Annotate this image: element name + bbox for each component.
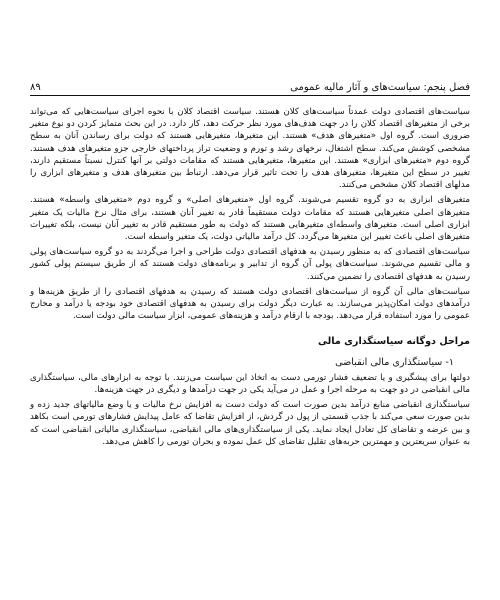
body-paragraph: متغیرهای ابزاری به دو گروه تقسیم می‌شوند. گروه اول «متغیرهای اصلی» و گروه دوم «متغیرهای واسطه» هستند. متغیرهای اصلی متغیرهایی هستند که مقامات دولت مستقیماً قادر به تغییر آنان هستند، برای مثال نرخ مالیات یک متغیر ابزاری اصلی است. متغیرهای واسطه‌ای متغیرهایی هستند که دولت به طور مستقیم قادر به تغییر آنان نیست، بلکه تغییرات متغیرهای اصلی باعث تغییر این متغیرها می‌گردد. کل درآمد مالیاتی دولت، یک متغیر واسطه است. — [30, 195, 470, 243]
running-header — [30, 82, 470, 96]
page-content — [30, 106, 470, 451]
body-paragraph: سیاست‌های اقتصادی دولت عمدتاً سیاست‌های کلان هستند. سیاست اقتصاد کلان با نحوه اجرای سیاست‌هایی که می‌تواند برخی از متغیرهای اقتصاد کلان را در جهت هدف‌های مورد نظر حرکت دهد، کار دارد. در این بحث متمایز کردن دو نوع متغیر ضروری است. گروه اول «متغیرهای هدف» هستند. این متغیرها، متغیرهایی هستند که دولت برای رساندن آنان به سطح مشخصی کوشش می‌کند. سطح اشتغال، نرخهای رشد و تورم و وضعیت تراز پرداختهای خارجی جزو متغیرهای هدف هستند. گروه دوم «متغیرهای ابزاری» هستند. این متغیرها، متغیرهایی هستند که مقامات دولتی بر آنها کنترل نسبتاً مستقیم دارند، تغییر در سطح این متغیرها، متغیرهای هدف را تحت تاثیر قرار می‌دهد. ارتباط بین متغیرهای هدف و متغیرهای ابزاری را مدلهای اقتصاد کلان مشخص می‌کنند. — [30, 107, 470, 191]
section-heading: مراحل دوگانه سیاستگذاری مالی — [317, 336, 470, 348]
subsection-heading: ۱- سیاستگذاری مالی انقباضی — [335, 356, 454, 368]
body-paragraph: سیاست‌های اقتصادی که به منظور رسیدن به هدفهای اقتصادی دولت طراحی و اجرا می‌گردند به دو گروه سیاست‌های پولی و مالی تقسیم می‌شوند. سیاست‌های پولی آن گروه از تدابیر و برنامه‌های دولت هستند که از طریق سیستم پولی کشور رسیدن به هدفهای اقتصادی را تضمین می‌کنند. — [30, 247, 470, 282]
body-paragraph: سیاستگذاری انقباضی منابع درآمد بدین صورت است که دولت دست به افزایش نرخ مالیات و یا وضع مالیاتهای جدید زده و بدین صورت سعی می‌کند با جذب قسمتی از پول در گردش، از افزایش تقاضا که عامل پیدایش فشارهای تورمی است بکاهد و بین عرضه و تقاضای کل تعادل ایجاد نماید. یکی از سیاستگذاری‌های مالی انقباضی، سیاستگذاری مالیاتی انقباضی است که به عنوان سریعترین و مهمترین حربه‌های تقلیل تقاضای کل عمل نموده و بحران تورمی را کاهش می‌دهد. — [30, 400, 470, 447]
body-paragraph: دولتها برای پیشگیری و یا تضعیف فشار تورمی دست به اتخاذ این سیاست می‌زنند. با توجه به ابزارهای مالی، سیاستگذاری مالی انقباضی در دو جهت به مرحله اجرا و عمل در می‌آید یکی در جهت درآمدها و دیگری در جهت هزینه‌ها. — [30, 372, 470, 396]
body-paragraph: سیاست‌های مالی آن گروه از سیاست‌های اقتصادی دولت هستند که رسیدن به هدفهای اقتصادی را از طریق هزینه‌ها و درآمدهای دولت امکان‌پذیر می‌سازند. به عبارت دیگر دولت برای رسیدن به هدفهای اقتصادی خود بودجه یا درآمد و مخارج عمومی را مورد استفاده قرار می‌دهد. بودجه با ارقام درآمد و هزینه‌های عمومی، ابزار سیاست مالی دولت است. — [30, 286, 470, 322]
chapter-title: فصل پنجم: سیاست‌های و آثار مالیه عمومی — [290, 82, 470, 93]
page-number: ۸۹ — [30, 82, 41, 93]
